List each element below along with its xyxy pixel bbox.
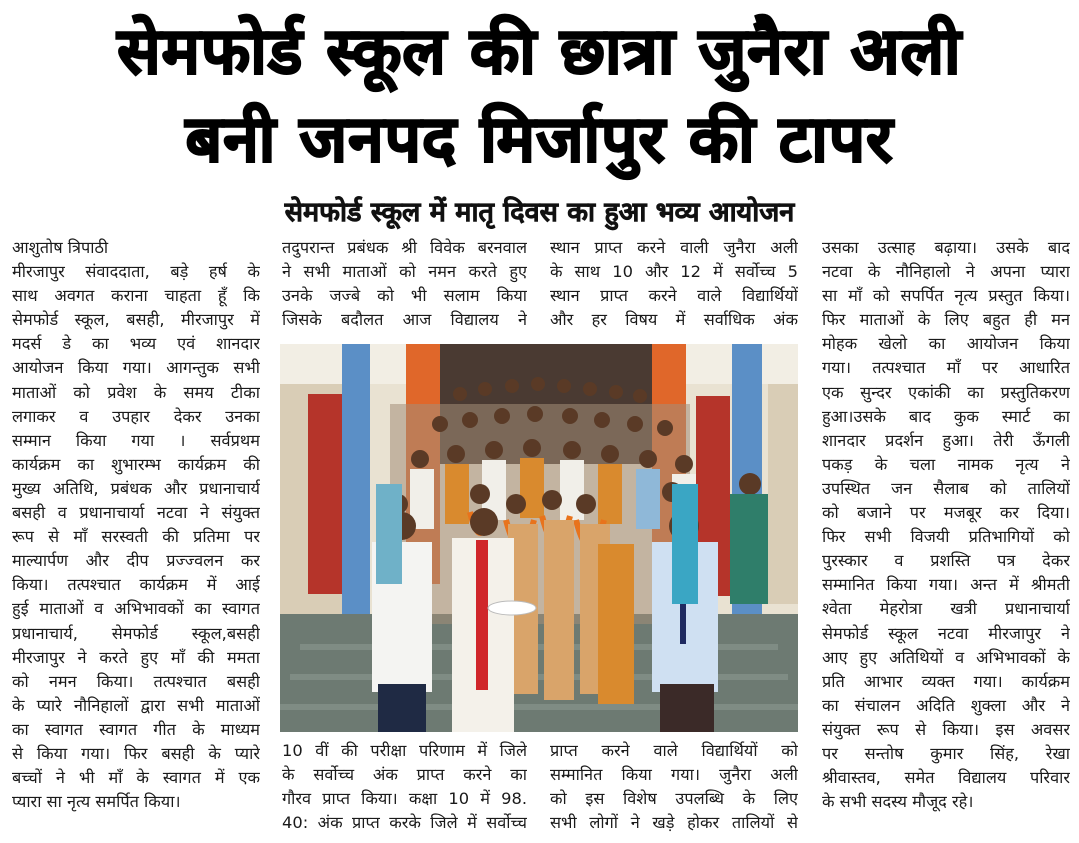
article-line: सेमफोर्ड स्कूल नटवा मीरजापुर ने [822, 623, 1070, 643]
article-line: प्राप्त करने वाले विद्यार्थियों को [550, 741, 798, 760]
article-line: मुख्य अतिथि, प्रबंधक और प्रधानाचार्य [12, 478, 260, 498]
article-line: आयोजन किया गया। आगन्तुक सभी [12, 358, 260, 378]
article-line: के सर्वोच्च अंक प्राप्त करने का [282, 765, 527, 785]
article-line: मदर्स डे का भव्य एवं शानदार [12, 334, 260, 354]
article-line: के प्यारे नौनिहालों द्वारा सभी माताओं [12, 695, 260, 715]
article-line: संयुक्त रूप से किया। इस अवसर [822, 719, 1070, 739]
article-line: कार्यक्रम का शुभारम्भ कार्यक्रम की [12, 454, 260, 474]
article-line: सम्मान किया गया । सर्वप्रथम [12, 430, 260, 450]
article-line: स्थान प्राप्त करने वाले विद्यार्थियों [550, 286, 798, 306]
article-line: किया। तत्पश्चात कार्यक्रम में आई [12, 575, 260, 595]
article-line: रूप से माँ सरस्वती की प्रतिमा पर [12, 527, 260, 547]
group-photo [280, 344, 798, 732]
article-line: प्रति आभार व्यक्त गया। कार्यक्रम [822, 671, 1070, 691]
article-line: से किया गया। फिर बसही के प्यारे [12, 743, 260, 763]
article-line: फिर माताओं के लिए बहुत ही मन [822, 310, 1070, 330]
article-line: प्यारा सा नृत्य समर्पित किया। [12, 792, 181, 812]
article-line: सम्मानित किया गया। जुनैरा अली [550, 765, 798, 785]
article-line: के सभी सदस्य मौजूद रहे। [822, 792, 974, 812]
article-line: मोहक खेलो का आयोजन किया [822, 334, 1070, 354]
article-line: माल्यार्पण और दीप प्रज्ज्वलन कर [12, 551, 260, 571]
article-line: लगाकर व उपहार देकर उनका [12, 406, 260, 426]
article-line: जिसके बदौलत आज विद्यालय ने [282, 310, 527, 330]
article-line: पर सन्तोष कुमार सिंह, रेखा [822, 743, 1070, 763]
article-line: मीरजापुर संवाददाता, बड़े हर्ष के [12, 262, 260, 282]
article-line: पकड़ के चला नामक नृत्य ने [822, 454, 1070, 474]
article-line: माताओं को प्रवेश के समय टीका [12, 382, 260, 402]
article-line: नटवा के नौनिहालो ने अपना प्यारा [822, 262, 1070, 282]
article-line: प्रधानाचार्य, सेमफोर्ड स्कूल,बसही [12, 623, 260, 643]
article-line: उसका उत्साह बढ़ाया। उसके बाद [822, 238, 1070, 257]
article-column-3-top [550, 236, 798, 332]
article-column-4 [822, 236, 1070, 814]
article-line: आशुतोष त्रिपाठी [12, 238, 109, 257]
article-line: बसही व प्रधानाचार्या नटवा ने संयुक्त [12, 503, 260, 523]
article-line: के साथ 10 और 12 में सर्वोच्च 5 [550, 262, 798, 282]
article-line: तदुपरान्त प्रबंधक श्री विवेक बरनवाल [282, 238, 527, 257]
article-line: और हर विषय में सर्वाधिक अंक [550, 310, 798, 330]
article-line: आए हुए अतिथियों व अभिभावकों के [822, 647, 1070, 667]
article-line: 40: अंक प्राप्त करके जिले में सर्वोच्च [282, 813, 527, 833]
article-line: स्थान प्राप्त करने वाली जुनैरा अली [550, 238, 798, 257]
article-line: का संचालन अदिति शुक्ला और ने [822, 695, 1070, 715]
article-line: हुई माताओं व अभिभावकों का स्वागत [12, 599, 260, 619]
article-column-1 [12, 236, 260, 814]
subheadline: सेमफोर्ड स्कूल में मातृ दिवस का हुआ भव्य आयोजन [284, 197, 795, 228]
article-column-3-bottom [550, 739, 798, 835]
article-line: गया। तत्पश्चात माँ पर आधारित [822, 358, 1070, 378]
article-line: साथ अवगत कराना चाहता हूँ कि [12, 286, 260, 306]
article-line: 10 वीं की परीक्षा परिणाम में जिले [282, 741, 527, 760]
article-line: को बजाने पर मजबूर कर दिया। [822, 503, 1070, 523]
article-line: शानदार प्रदर्शन हुआ। तेरी ऊँगली [822, 430, 1070, 450]
article-line: श्रीवास्तव, समेत विद्यालय परिवार [822, 768, 1070, 788]
headline-line-1: सेमफोर्ड स्कूल की छात्रा जुनैरा अली [117, 15, 962, 89]
article-line: एक सुन्दर एकांकी का प्रस्तुतिकरण [822, 382, 1070, 402]
article-line: का स्वागत स्वागत गीत के माध्यम [12, 719, 260, 739]
article-line: सभी लोगों ने खड़े होकर तालियों से [550, 813, 798, 833]
article-column-2-bottom [282, 739, 527, 835]
article-line: सम्मानित किया गया। अन्त में श्रीमती [822, 575, 1070, 595]
article-line: सेमफोर्ड स्कूल, बसही, मीरजापुर में [12, 310, 260, 330]
article-line: पुरस्कार व प्रशस्ति पत्र देकर [822, 551, 1070, 571]
article-line: गौरव प्राप्त किया। कक्षा 10 में 98. [282, 789, 527, 809]
article-line: उनके जज्बे को भी सलाम किया [282, 286, 527, 306]
article-line: श्वेता मेहरोत्रा खत्री प्रधानाचार्या [822, 599, 1070, 619]
article-line: को नमन किया। तत्पश्चात बसही [12, 671, 260, 691]
article-line: सा माँ को सपर्पित नृत्य प्रस्तुत किया। [822, 286, 1070, 306]
article-line: हुआ।उसके बाद कुक स्मार्ट का [822, 406, 1070, 426]
article-line: ने सभी माताओं को नमन करते हुए [282, 262, 527, 282]
headline-line-2: बनी जनपद मिर्जापुर की टापर [185, 103, 894, 177]
article-line: मीरजापुर ने करते हुए माँ की ममता [12, 647, 260, 667]
article-line: फिर सभी विजयी प्रतिभागियों को [822, 527, 1070, 547]
article-line: को इस विशेष उपलब्धि के लिए [550, 789, 798, 809]
article-column-2-top [282, 236, 527, 332]
article-line: उपस्थित जन सैलाब को तालियों [822, 478, 1070, 498]
article-line: बच्चों ने भी माँ के स्वागत में एक [12, 768, 260, 788]
